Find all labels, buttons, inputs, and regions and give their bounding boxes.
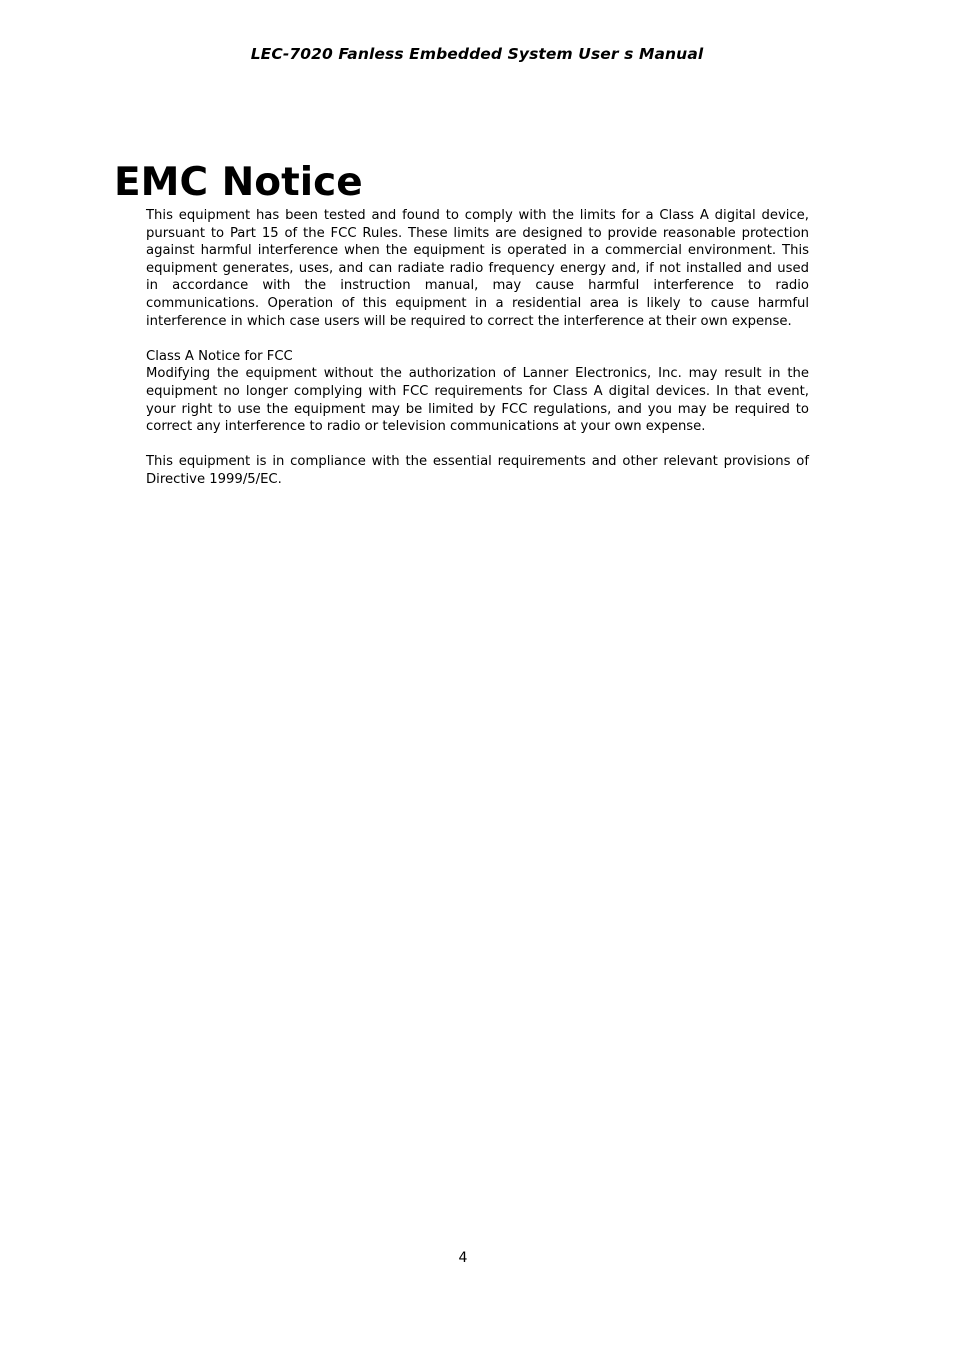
emc-paragraph-1: This equipment has been tested and found to comply with the limits for a Class A digital device, pursuant to Part 15 of the FCC Rules. These limits are designed to provide reasonable protection against harmful interference when the equipment is operated in a commercial environment. This equipment generates, uses, and can radiate radio frequency energy and, if not installed and used in accordance with the instruction manual, may cause harmful interference to radio communications. Operation of this equipment in a residential area is likely to cause harmful interference in which case users will be required to correct the interference at their own expense. bbox=[146, 208, 809, 329]
page-number: 4 bbox=[458, 1250, 468, 1266]
fcc-paragraph: Modifying the equipment without the authorization of Lanner Electronics, Inc. may result in the equipment no longer complying with FCC requirements for Class A digital devices. In that event, your right to use the equipment may be limited by FCC regulations, and you may be required to correct any interference to radio or television communications at your own expense. bbox=[146, 366, 809, 435]
directive-paragraph: This equipment is in compliance with the essential requirements and other relevant provisions of Directive 1999/5/EC. bbox=[146, 454, 809, 487]
section-title: EMC Notice bbox=[114, 160, 363, 205]
section-body bbox=[146, 207, 809, 489]
paragraph-gap bbox=[146, 436, 809, 454]
running-header: LEC-7020 Fanless Embedded System User s Manual bbox=[250, 45, 704, 63]
fcc-subheading: Class A Notice for FCC bbox=[146, 348, 293, 364]
paragraph-gap bbox=[146, 330, 809, 348]
